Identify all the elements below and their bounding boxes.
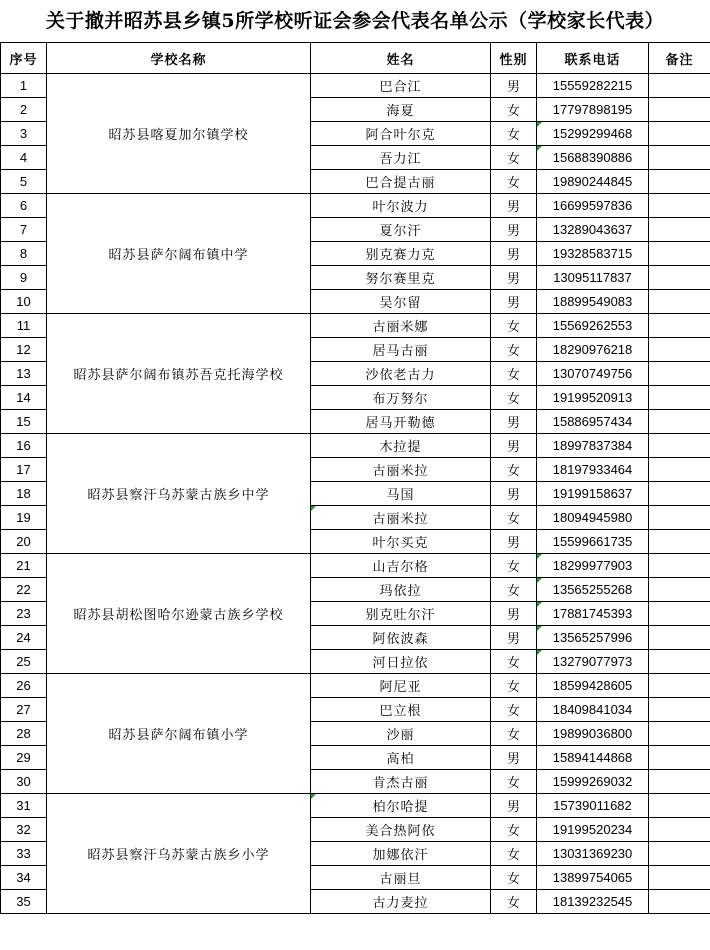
person-name-text: 木拉提 [379,440,422,455]
page-title: 关于撤并昭苏县乡镇5所学校听证会参会代表名单公示（学校家长代表） [45,10,665,32]
note-cell [649,818,710,842]
person-name-cell [311,194,491,218]
row-index-cell: 13 [1,362,47,386]
gender-cell: 女 [491,506,537,530]
person-name-text: 居马古丽 [372,344,429,359]
phone-text: 19328583715 [552,246,633,261]
person-name-cell [311,554,491,578]
phone-cell [537,458,649,482]
phone-text: 19890244845 [552,174,633,189]
note-cell [649,530,710,554]
phone-text: 15739011682 [553,798,632,813]
row-index-cell: 17 [1,458,47,482]
phone-cell [537,146,649,170]
phone-cell [537,266,649,290]
person-name-text: 别克赛力克 [365,248,436,263]
gender-cell: 女 [491,122,537,146]
person-name-cell [311,410,491,434]
note-cell [649,410,710,434]
table-row [1,554,710,578]
phone-cell [537,506,649,530]
row-index-cell: 25 [1,650,47,674]
person-name-cell [311,770,491,794]
phone-text: 15886957434 [552,414,633,429]
phone-cell [537,530,649,554]
header-school: 学校名称 [47,43,311,74]
person-name-cell [311,362,491,386]
phone-cell [537,770,649,794]
person-name-text: 巴合江 [379,80,422,95]
person-name-text: 高柏 [386,752,415,767]
phone-text: 17797898195 [552,102,633,117]
person-name-text: 叶尔买克 [372,536,429,551]
phone-text: 13899754065 [552,870,633,885]
phone-text: 13279077973 [552,654,633,669]
person-name-text: 古丽米娜 [372,320,429,335]
person-name-cell [311,482,491,506]
phone-text: 19199158637 [552,486,633,501]
school-name-cell: 昭苏县察汗乌苏蒙古族乡中学 [47,434,311,554]
person-name-cell [311,98,491,122]
person-name-cell [311,338,491,362]
phone-text: 15559282215 [552,78,633,93]
note-cell [649,146,710,170]
table-row [1,794,710,818]
person-name-text: 努尔赛里克 [365,272,436,287]
person-name-cell [311,74,491,98]
note-cell [649,458,710,482]
gender-cell: 女 [491,578,537,602]
gender-cell: 女 [491,98,537,122]
row-index-cell: 4 [1,146,47,170]
gender-cell: 女 [491,890,537,914]
row-index-cell: 12 [1,338,47,362]
person-name-text: 别克吐尔汗 [365,608,436,623]
cell-marker-icon [537,146,542,151]
gender-cell: 女 [491,554,537,578]
row-index-cell: 16 [1,434,47,458]
phone-cell [537,218,649,242]
cell-marker-icon [537,122,542,127]
note-cell [649,242,710,266]
row-index-cell: 9 [1,266,47,290]
phone-text: 19199520913 [552,390,633,405]
cell-marker-icon [537,578,542,583]
phone-cell [537,746,649,770]
phone-cell [537,386,649,410]
person-name-cell [311,674,491,698]
gender-cell: 女 [491,458,537,482]
person-name-text: 阿合叶尔克 [365,128,436,143]
phone-text: 18899549083 [552,294,633,309]
person-name-text: 山吉尔格 [372,560,429,575]
row-index-cell: 27 [1,698,47,722]
phone-cell [537,410,649,434]
person-name-cell [311,146,491,170]
person-name-text: 古丽旦 [379,872,422,887]
gender-cell: 男 [491,434,537,458]
note-cell [649,338,710,362]
row-index-cell: 33 [1,842,47,866]
gender-cell: 女 [491,146,537,170]
row-index-cell: 5 [1,170,47,194]
header-gender: 性别 [491,43,537,74]
person-name-cell [311,530,491,554]
school-name-cell: 昭苏县察汗乌苏蒙古族乡小学 [47,794,311,914]
note-cell [649,386,710,410]
note-cell [649,866,710,890]
phone-cell [537,554,649,578]
gender-cell: 男 [491,530,537,554]
row-index-cell: 24 [1,626,47,650]
row-index-cell: 15 [1,410,47,434]
note-cell [649,290,710,314]
person-name-text: 吴尔留 [379,296,422,311]
note-cell [649,842,710,866]
header-phone: 联系电话 [537,43,649,74]
person-name-cell [311,242,491,266]
gender-cell: 女 [491,770,537,794]
gender-cell: 女 [491,314,537,338]
person-name-text: 巴立根 [379,704,422,719]
phone-cell [537,290,649,314]
person-name-cell [311,698,491,722]
gender-cell: 女 [491,338,537,362]
person-name-cell [311,890,491,914]
phone-text: 18197933464 [552,462,633,477]
row-index-cell: 28 [1,722,47,746]
person-name-text: 沙丽 [386,728,415,743]
row-index-cell: 30 [1,770,47,794]
row-index-cell: 6 [1,194,47,218]
row-index-cell: 11 [1,314,47,338]
note-cell [649,506,710,530]
gender-cell: 女 [491,818,537,842]
person-name-text: 加娜依汗 [372,848,429,863]
person-name-cell [311,578,491,602]
person-name-text: 布万努尔 [372,392,429,407]
school-name-cell: 昭苏县萨尔阔布镇小学 [47,674,311,794]
phone-cell [537,866,649,890]
person-name-text: 玛依拉 [379,584,422,599]
gender-cell: 女 [491,650,537,674]
person-name-cell [311,434,491,458]
phone-text: 18094945980 [552,510,633,525]
gender-cell: 女 [491,674,537,698]
person-name-cell [311,722,491,746]
phone-cell [537,578,649,602]
person-name-cell [311,506,491,530]
phone-cell [537,794,649,818]
phone-cell [537,698,649,722]
gender-cell: 男 [491,266,537,290]
person-name-text: 居马开勒德 [365,416,436,431]
phone-text: 19199520234 [552,822,633,837]
note-cell [649,218,710,242]
person-name-cell [311,746,491,770]
phone-text: 15299299468 [552,126,633,141]
phone-text: 13289043637 [552,222,633,237]
school-name-cell: 昭苏县胡松图哈尔逊蒙古族乡学校 [47,554,311,674]
person-name-cell [311,290,491,314]
gender-cell: 女 [491,362,537,386]
phone-text: 19899036800 [552,726,633,741]
row-index-cell: 14 [1,386,47,410]
note-cell [649,194,710,218]
note-cell [649,794,710,818]
person-name-cell [311,218,491,242]
person-name-text: 古丽米拉 [372,512,429,527]
person-name-cell [311,650,491,674]
gender-cell: 男 [491,410,537,434]
row-index-cell: 1 [1,74,47,98]
person-name-cell [311,794,491,818]
note-cell [649,266,710,290]
gender-cell: 男 [491,290,537,314]
phone-cell [537,338,649,362]
person-name-cell [311,122,491,146]
person-name-cell [311,170,491,194]
row-index-cell: 31 [1,794,47,818]
person-name-text: 美合热阿依 [365,824,436,839]
note-cell [649,434,710,458]
header-note: 备注 [649,43,710,74]
person-name-text: 古丽米拉 [372,464,429,479]
header-row [1,43,710,74]
gender-cell: 男 [491,194,537,218]
person-name-cell [311,866,491,890]
note-cell [649,626,710,650]
person-name-text: 古力麦拉 [372,896,429,911]
person-name-text: 阿依波森 [372,632,429,647]
table-row [1,434,710,458]
row-index-cell: 22 [1,578,47,602]
note-cell [649,698,710,722]
phone-text: 18409841034 [552,702,633,717]
gender-cell: 男 [491,794,537,818]
row-index-cell: 26 [1,674,47,698]
note-cell [649,98,710,122]
phone-cell [537,98,649,122]
person-name-text: 马国 [386,488,415,503]
phone-cell [537,314,649,338]
phone-text: 15999269032 [552,774,633,789]
phone-cell [537,122,649,146]
phone-text: 13565257996 [552,630,633,645]
row-index-cell: 35 [1,890,47,914]
header-name: 姓名 [311,43,491,74]
person-name-text: 柏尔哈提 [372,800,429,815]
phone-text: 18290976218 [552,342,633,357]
phone-text: 15599661735 [552,534,633,549]
gender-cell: 女 [491,842,537,866]
cell-marker-icon [537,650,542,655]
note-cell [649,122,710,146]
row-index-cell: 32 [1,818,47,842]
cell-marker-icon [537,602,542,607]
gender-cell: 男 [491,218,537,242]
person-name-cell [311,386,491,410]
table-row [1,74,710,98]
row-index-cell: 7 [1,218,47,242]
row-index-cell: 8 [1,242,47,266]
phone-text: 15569262553 [552,318,633,333]
person-name-cell [311,458,491,482]
cell-marker-icon [311,794,316,799]
phone-cell [537,74,649,98]
note-cell [649,170,710,194]
row-index-cell: 10 [1,290,47,314]
note-cell [649,722,710,746]
person-name-cell [311,314,491,338]
note-cell [649,770,710,794]
table-row [1,674,710,698]
school-name-cell: 昭苏县喀夏加尔镇学校 [47,74,311,194]
person-name-text: 夏尔汗 [379,224,422,239]
note-cell [649,890,710,914]
phone-cell [537,602,649,626]
person-name-text: 吾力江 [379,152,422,167]
cell-marker-icon [311,506,316,511]
phone-text: 18997837384 [552,438,633,453]
phone-cell [537,842,649,866]
phone-cell [537,482,649,506]
gender-cell: 男 [491,482,537,506]
person-name-text: 沙依老古力 [365,368,436,383]
gender-cell: 男 [491,602,537,626]
phone-text: 13031369230 [552,846,633,861]
phone-text: 16699597836 [552,198,633,213]
header-index: 序号 [1,43,47,74]
note-cell [649,482,710,506]
row-index-cell: 21 [1,554,47,578]
note-cell [649,674,710,698]
phone-cell [537,650,649,674]
phone-text: 18299977903 [552,558,633,573]
note-cell [649,74,710,98]
person-name-text: 河日拉依 [372,656,429,671]
person-name-text: 巴合提古丽 [365,176,436,191]
row-index-cell: 20 [1,530,47,554]
note-cell [649,746,710,770]
note-cell [649,602,710,626]
gender-cell: 女 [491,170,537,194]
phone-cell [537,242,649,266]
phone-cell [537,434,649,458]
gender-cell: 男 [491,74,537,98]
person-name-text: 海夏 [386,104,415,119]
phone-text: 13095117837 [553,270,632,285]
phone-text: 18599428605 [552,678,633,693]
note-cell [649,650,710,674]
school-name-cell: 昭苏县萨尔阔布镇苏吾克托海学校 [47,314,311,434]
person-name-cell [311,842,491,866]
cell-marker-icon [537,626,542,631]
row-index-cell: 23 [1,602,47,626]
row-index-cell: 18 [1,482,47,506]
note-cell [649,362,710,386]
phone-text: 13070749756 [552,366,633,381]
cell-marker-icon [537,554,542,559]
phone-cell [537,722,649,746]
table-row [1,314,710,338]
table-row [1,194,710,218]
phone-text: 15894144868 [552,750,633,765]
gender-cell: 女 [491,722,537,746]
phone-cell [537,818,649,842]
gender-cell: 女 [491,698,537,722]
gender-cell: 男 [491,242,537,266]
phone-text: 17881745393 [552,606,633,621]
gender-cell: 男 [491,626,537,650]
phone-text: 15688390886 [552,150,633,165]
row-index-cell: 34 [1,866,47,890]
gender-cell: 女 [491,386,537,410]
school-name-cell: 昭苏县萨尔阔布镇中学 [47,194,311,314]
roster-table [0,42,710,914]
phone-text: 18139232545 [552,894,633,909]
person-name-cell [311,266,491,290]
phone-cell [537,170,649,194]
phone-text: 13565255268 [552,582,633,597]
phone-cell [537,194,649,218]
phone-cell [537,362,649,386]
person-name-cell [311,602,491,626]
gender-cell: 男 [491,746,537,770]
row-index-cell: 2 [1,98,47,122]
row-index-cell: 19 [1,506,47,530]
person-name-text: 阿尼亚 [379,680,422,695]
note-cell [649,314,710,338]
person-name-text: 肯杰古丽 [372,776,429,791]
row-index-cell: 29 [1,746,47,770]
row-index-cell: 3 [1,122,47,146]
note-cell [649,554,710,578]
person-name-text: 叶尔波力 [372,200,429,215]
phone-cell [537,626,649,650]
phone-cell [537,890,649,914]
note-cell [649,578,710,602]
person-name-cell [311,818,491,842]
person-name-cell [311,626,491,650]
phone-cell [537,674,649,698]
gender-cell: 女 [491,866,537,890]
